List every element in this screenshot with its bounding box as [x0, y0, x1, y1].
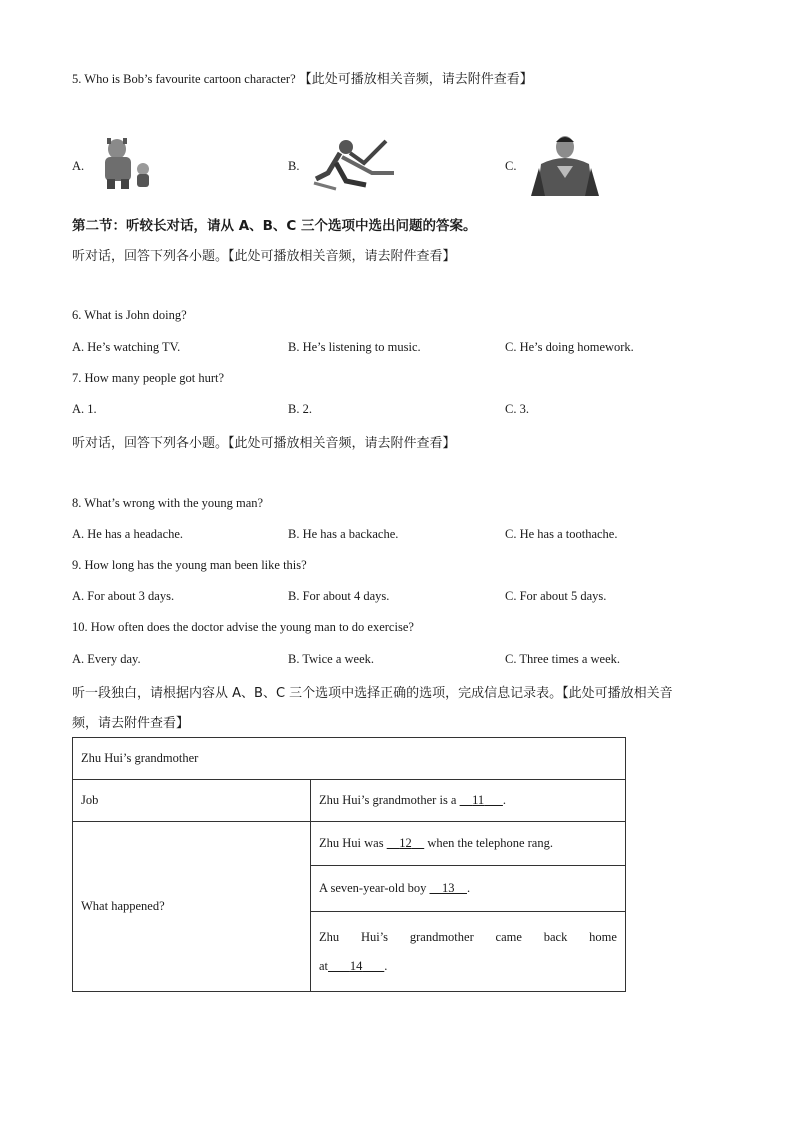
q8-option-a: A. He has a headache.	[72, 527, 184, 541]
q6-option-b: B. He’s listening to music.	[288, 340, 421, 354]
q5-question: 5. Who is Bob’s favourite cartoon character? 【此处可播放相关音频，请去附件查看】	[72, 72, 533, 87]
superman-image	[527, 134, 603, 196]
q7-option-a: A. 1.	[72, 402, 97, 416]
monologue-intro-line-2: 频，请去附件查看】	[72, 716, 190, 731]
q10-option-c: C. Three times a week.	[505, 652, 621, 666]
blank-11: 11	[472, 793, 485, 807]
ogre-cartoon-image	[95, 135, 157, 191]
monologue-intro-line-1: 听一段独白，请根据内容从 A、B、C 三个选项中选择正确的选项，完成信息记录表。【此处可播放相关音	[72, 686, 673, 701]
q7-question: 7. How many people got hurt?	[72, 371, 225, 385]
q10-option-a: A. Every day.	[72, 652, 141, 666]
blank-14: 14	[349, 958, 363, 973]
happened-row-2: A seven-year-old boy 13 .	[311, 866, 626, 912]
spiderman-image	[306, 133, 396, 191]
job-label: Job	[73, 780, 311, 822]
q6-question: 6. What is John doing?	[72, 308, 187, 322]
q5-option-c-label: C.	[505, 159, 517, 173]
q9-option-c: C. For about 5 days.	[505, 589, 607, 603]
dialog-2-intro: 听对话，回答下列各小题。【此处可播放相关音频，请去附件查看】	[72, 436, 456, 451]
q6-option-a: A. He’s watching TV.	[72, 340, 181, 354]
q8-option-c: C. He has a toothache.	[505, 527, 618, 541]
q7-option-b: B. 2.	[288, 402, 312, 416]
q7-option-c: C. 3.	[505, 402, 529, 416]
happened-row-3: Zhu Hui’s grandmother came back home at 14 .	[311, 912, 626, 992]
section-2-title: 第二节：听较长对话，请从 A、B、C 三个选项中选出问题的答案。	[72, 218, 477, 234]
q8-question: 8. What’s wrong with the young man?	[72, 496, 264, 510]
q5-option-a-label: A.	[72, 159, 85, 173]
q5-option-b-label: B.	[288, 159, 300, 173]
q10-option-b: B. Twice a week.	[288, 652, 375, 666]
q9-question: 9. How long has the young man been like this?	[72, 558, 307, 572]
q8-option-b: B. He has a backache.	[288, 527, 399, 541]
job-cell: Zhu Hui’s grandmother is a 11 .	[311, 780, 626, 822]
dialog-1-intro: 听对话，回答下列各小题。【此处可播放相关音频，请去附件查看】	[72, 249, 456, 264]
audio-note: 【此处可播放相关音频，请去附件查看】	[298, 72, 533, 87]
q9-option-b: B. For about 4 days.	[288, 589, 390, 603]
q6-option-c: C. He’s doing homework.	[505, 340, 634, 354]
q9-option-a: A. For about 3 days.	[72, 589, 175, 603]
what-happened-label: What happened?	[73, 822, 311, 992]
happened-row-1: Zhu Hui was 12 when the telephone rang.	[311, 822, 626, 866]
q10-question: 10. How often does the doctor advise the young man to do exercise?	[72, 620, 414, 634]
info-record-table	[72, 737, 626, 992]
blank-13: 13	[441, 881, 455, 895]
blank-12: 12	[399, 836, 412, 850]
table-header: Zhu Hui’s grandmother	[73, 738, 626, 780]
